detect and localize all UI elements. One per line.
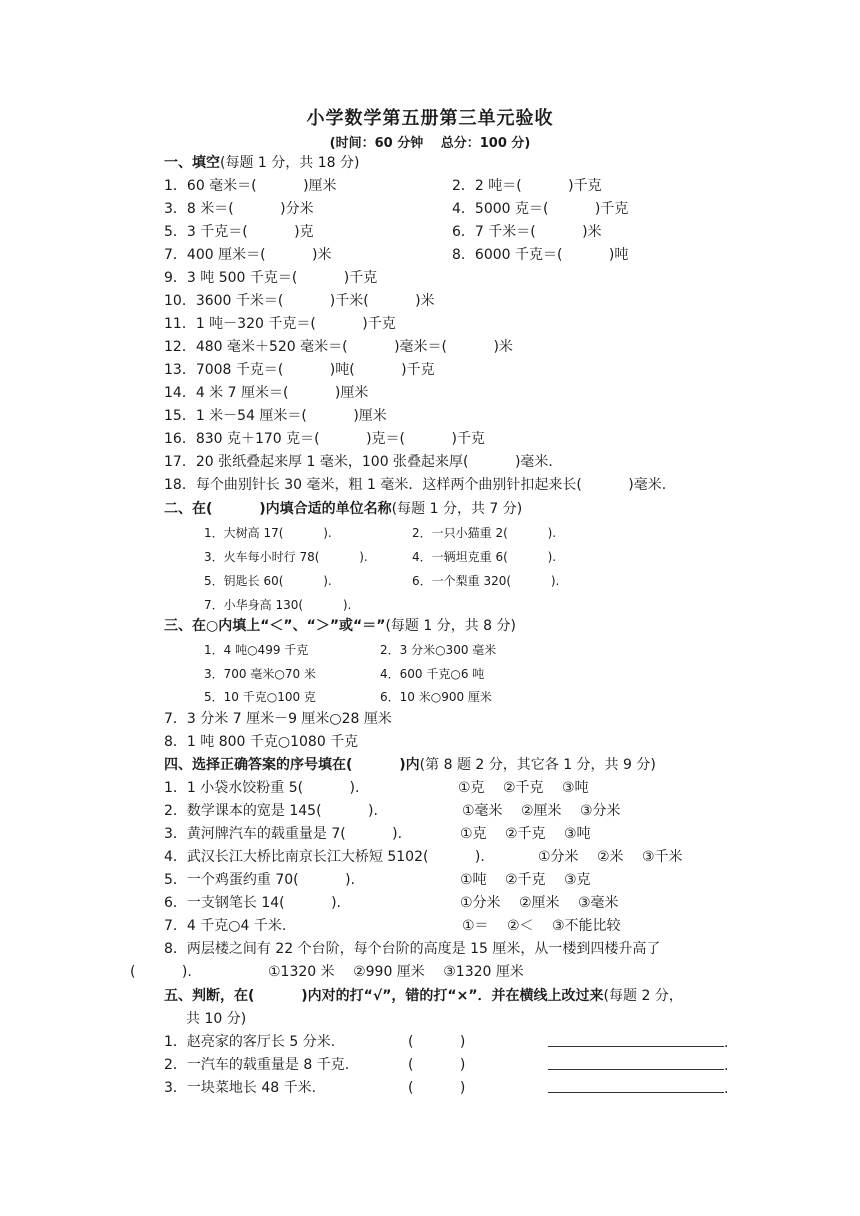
period: . [724,1058,729,1074]
question: 2．2 吨＝( )千克 [452,178,602,194]
question: 4．一辆坦克重 6( ). [412,550,557,564]
question: 3．一块菜地长 48 千米. [164,1080,317,1096]
question: 7．3 分米 7 厘米－9 厘米○28 厘米 [164,711,392,727]
section-5-title: 五、判断，在( )内对的打“√”，错的打“×”．并在横线上改过来 [164,988,604,1004]
question: 8．两层楼之间有 22 个台阶，每个台阶的高度是 15 厘米，从一楼到四楼升高了 [164,941,661,957]
question: 16．830 克＋170 克＝( )克＝( )千克 [164,431,485,447]
question: 3．8 米＝( )分米 [164,201,314,217]
question: 8．1 吨 800 千克○1080 千克 [164,734,359,750]
question: 2．一汽车的载重量是 8 千克. [164,1057,350,1073]
question: 3．黄河牌汽车的载重量是 7( ). [164,826,403,842]
question: 5．钥匙长 60( ). [204,574,332,588]
blank-line [548,1056,724,1070]
section-1-heading [164,154,359,172]
question: 2．一只小猫重 2( ). [412,526,557,540]
answer-options: ①毫米 ②厘米 ③分米 [462,803,621,819]
question: 5．3 千克＝( )克 [164,224,314,240]
question: 9．3 吨 500 千克＝( )千克 [164,270,378,286]
section-4-heading [164,756,656,774]
question: 6．一个梨重 320( ). [412,574,560,588]
section-3-heading [164,617,516,635]
question: 3．火车每小时行 78( ). [204,550,368,564]
question: 6．7 千米＝( )米 [452,224,602,240]
blank-line [548,1079,724,1093]
section-4-title: 四、选择正确答案的序号填在( )内 [164,757,420,773]
question: 18．每个曲别针长 30 毫米，粗 1 毫米．这样两个曲别针扣起来长( )毫米. [164,477,667,493]
page-title: 小学数学第五册第三单元验收 [306,108,554,129]
section-2-heading [164,500,522,518]
question: 12．480 毫米＋520 毫米＝( )毫米＝( )米 [164,339,513,355]
question: 2．3 分米○300 毫米 [380,643,497,657]
correction-line [548,1056,728,1075]
question: 2．数学课本的宽是 145( ). [164,803,378,819]
question: 4．武汉长江大桥比南京长江大桥短 5102( ). [164,849,485,865]
answer-paren: ( ) [408,1034,466,1050]
blank-line [548,1033,724,1047]
page-subtitle: (时间：60 分钟 总分：100 分) [329,136,531,151]
answer-options: ①吨 ②千克 ③克 [460,872,591,888]
answer-options: ①分米 ②厘米 ③毫米 [460,895,619,911]
answer-options: ①克 ②千克 ③吨 [460,826,591,842]
question: 7．400 厘米＝( )米 [164,247,332,263]
section-5-heading [164,987,683,1005]
question: 3．700 毫米○70 米 [204,667,316,681]
question: 11．1 吨－320 千克＝( )千克 [164,316,396,332]
question: 7．4 千克○4 千米. [164,918,287,934]
period: . [724,1035,729,1051]
answer-options: ①＝ ②＜ ③不能比较 [462,918,621,934]
question: 6．10 米○900 厘米 [380,690,492,704]
section-4-note: (第 8 题 2 分，其它各 1 分，共 9 分) [419,757,656,773]
question: 1．大树高 17( ). [204,526,332,540]
section-1-note: (每题 1 分，共 18 分) [220,155,360,171]
answer-options: ①1320 米 ②990 厘米 ③1320 厘米 [268,964,524,980]
answer-options: ①分米 ②米 ③千米 [538,849,683,865]
answer-paren: ( ) [408,1057,466,1073]
question: 4．5000 克＝( )千克 [452,201,629,217]
question: 8．6000 千克＝( )吨 [452,247,629,263]
section-2-note: (每题 1 分，共 7 分) [391,501,523,517]
correction-line [548,1079,728,1098]
question: 4．600 千克○6 吨 [380,667,485,681]
answer-paren: ( ) [408,1080,466,1096]
question: 15．1 米－54 厘米＝( )厘米 [164,408,387,424]
question: 5．一个鸡蛋约重 70( ). [164,872,355,888]
question-continuation: ( ). [130,964,192,980]
question: 1．60 毫米＝( )厘米 [164,178,337,194]
section-3-title: 三、在○内填上“＜”、“＞”或“＝” [164,618,386,634]
question: 1．1 小袋水饺粉重 5( ). [164,780,360,796]
section-3-note: (每题 1 分，共 8 分) [385,618,516,634]
question: 10．3600 千米＝( )千米( )米 [164,293,435,309]
question: 13．7008 千克＝( )吨( )千克 [164,362,435,378]
correction-line [548,1033,728,1052]
question: 5．10 千克○100 克 [204,690,316,704]
answer-options: ①克 ②千克 ③吨 [458,780,589,796]
question: 6．一支钢笔长 14( ). [164,895,341,911]
question: 1．赵亮家的客厅长 5 分米. [164,1034,336,1050]
section-5-note-cont: 共 10 分) [186,1011,247,1027]
question: 14．4 米 7 厘米＝( )厘米 [164,385,369,401]
period: . [724,1081,729,1097]
section-5-note: (每题 2 分， [603,988,683,1004]
section-2-title: 二、在( )内填合适的单位名称 [164,501,392,517]
section-1-title: 一、填空 [164,155,220,171]
question: 17．20 张纸叠起来厚 1 毫米，100 张叠起来厚( )毫米. [164,454,553,470]
question: 7．小华身高 130( ). [204,598,352,612]
question: 1．4 吨○499 千克 [204,643,309,657]
